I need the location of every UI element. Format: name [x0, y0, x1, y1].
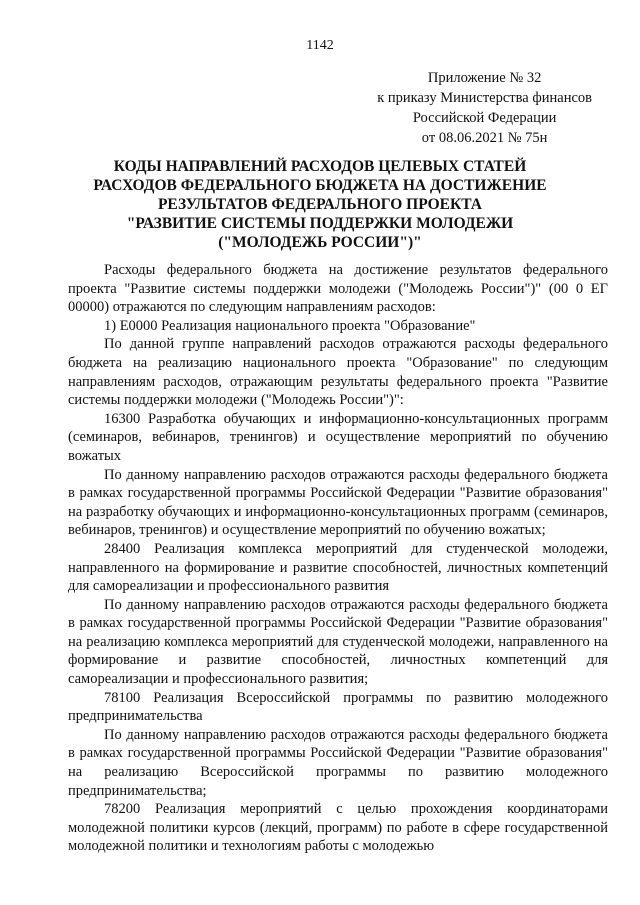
section-description: По данной группе направлений расходов отражаются расходы федерального бюджета на реализацию национального проекта "Образование" по следующим направлениям расходов, отражающим результаты федерального проекта "Развитие системы поддержки молодежи ("Молодежь России")": — [68, 336, 608, 409]
expense-code-78100-description: По данному направлению расходов отражаются расходы федерального бюджета в рамках государственной программы Российской Федерации "Развитие образования" на реализацию Всероссийской программы по развитию молодежного предпринимательства; — [68, 726, 608, 799]
title-line: РЕЗУЛЬТАТОВ ФЕДЕРАЛЬНОГО ПРОЕКТА — [157, 196, 483, 213]
expense-code-16300-description: По данному направлению расходов отражаются расходы федерального бюджета в рамках государственной программы Российской Федерации "Развитие образования" на разработку обучающих и информационно-консультационных программ (семинаров, вебинаров, тренингов) и осуществление мероприятий по обучению вожатых; — [68, 466, 608, 539]
appendix-number: Приложение № 32 — [427, 70, 542, 86]
expense-code-28400-description: По данному направлению расходов отражаются расходы федерального бюджета в рамках государственной программы Российской Федерации "Развитие образования" на реализацию комплекса мероприятий для студенческой молодежи, направленного на формирование и развитие способностей, личностных компетенций для самореализации и профессионального развития; — [68, 596, 608, 688]
appendix-country: Российской Федерации — [412, 110, 557, 126]
page-number: 1142 — [306, 38, 334, 53]
title-line: КОДЫ НАПРАВЛЕНИЙ РАСХОДОВ ЦЕЛЕВЫХ СТАТЕЙ — [113, 158, 527, 175]
document-title — [0, 157, 640, 252]
intro-paragraph: Расходы федерального бюджета на достижение результатов федерального проекта "Развитие системы поддержки молодежи ("Молодежь России")" (00 0 ЕГ 00000) отражаются по следующим направлениям расходов: — [68, 262, 608, 316]
expense-code-78200: 78200 Реализация мероприятий с целью прохождения координаторами молодежной политики курсов (лекций, программ) по работе в сфере государственной молодежной политики и технологиям работы с молодежью — [68, 801, 608, 855]
appendix-date: от 08.06.2021 № 75н — [421, 130, 548, 146]
expense-code-16300: 16300 Разработка обучающих и информационно-консультационных программ (семинаров, вебинаров, тренингов) и осуществление мероприятий по обучению вожатых — [68, 410, 608, 464]
expense-code-28400: 28400 Реализация комплекса мероприятий для студенческой молодежи, направленного на формирование и развитие способностей, личностных компетенций для самореализации и профессионального развития — [68, 540, 608, 595]
appendix-order-ref: к приказу Министерства финансов — [377, 90, 592, 106]
title-line: РАСХОДОВ ФЕДЕРАЛЬНОГО БЮДЖЕТА НА ДОСТИЖЕНИЕ — [93, 177, 547, 194]
document-body — [68, 261, 608, 856]
title-line: "РАЗВИТИЕ СИСТЕМЫ ПОДДЕРЖКИ МОЛОДЕЖИ — [126, 215, 514, 232]
section-heading: 1) Е0000 Реализация национального проекта "Образование" — [104, 317, 476, 334]
expense-code-78100: 78100 Реализация Всероссийской программы по развитию молодежного предпринимательства — [68, 689, 608, 725]
appendix-reference — [377, 68, 592, 148]
title-line: ("МОЛОДЕЖЬ РОССИИ")" — [218, 234, 422, 251]
